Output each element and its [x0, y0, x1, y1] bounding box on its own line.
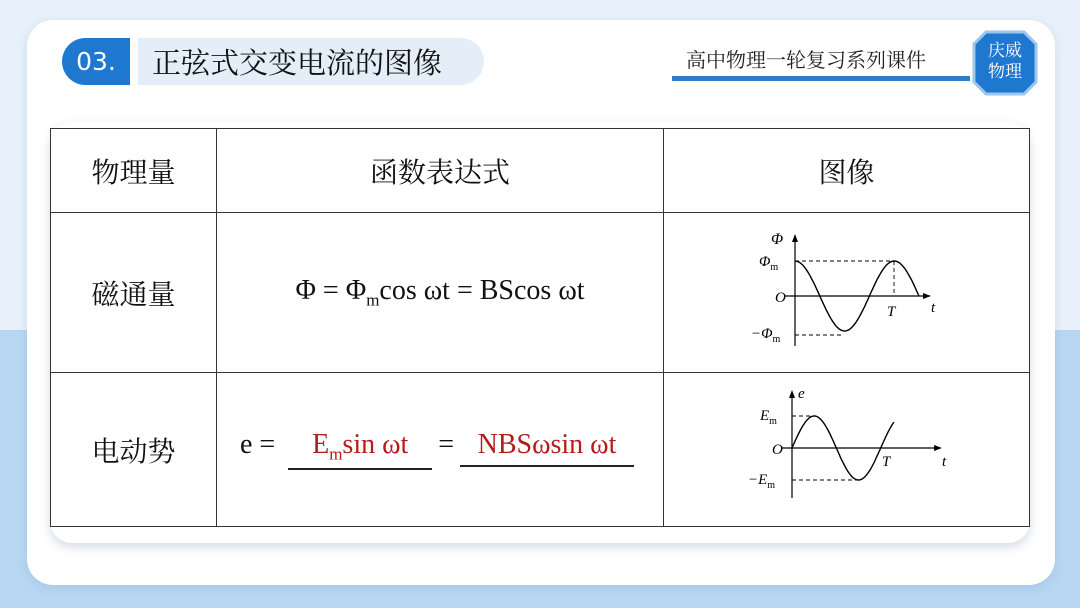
quantity-cell: 磁通量: [51, 213, 217, 373]
logo-text: [972, 36, 1038, 88]
flux-min-label: $-\Phi_m$: [750, 326, 780, 345]
formula-cell: [217, 373, 664, 527]
header-graph: 图像: [664, 129, 1030, 213]
flux-graph: [737, 224, 957, 354]
formula-cell: [217, 213, 664, 373]
logo-line-1: 庆威: [988, 41, 1022, 61]
section-number-badge: 03.: [62, 38, 130, 85]
series-title: 高中物理一轮复习系列课件: [686, 48, 926, 72]
quantity-cell: 电动势: [51, 373, 217, 527]
emf-formula-prefix: e =: [239, 428, 283, 460]
section-title-text: 正弦式交变电流的图像: [152, 46, 443, 80]
flux-max-label: $\Phi_m$: [758, 254, 778, 273]
logo-line-2: 物理: [988, 62, 1022, 82]
emf-period-label: T: [881, 454, 890, 470]
flux-formula-sub: m: [366, 290, 380, 310]
header-quantity: 物理量: [51, 129, 217, 213]
emf-origin-label: O: [771, 442, 783, 458]
graph-cell: [664, 373, 1030, 527]
header-formula: 函数表达式: [217, 129, 664, 213]
emf-blank-2: NBSωsin ωt: [460, 429, 634, 467]
emf-x-label: t: [941, 454, 946, 470]
flux-origin-label: O: [774, 290, 786, 306]
graph-cell: [664, 213, 1030, 373]
emf-equals: =: [438, 428, 454, 460]
flux-formula-part1: Φ = Φ: [295, 274, 367, 306]
emf-graph: [732, 386, 962, 506]
flux-x-label: t: [930, 300, 935, 316]
flux-y-label: Φ: [770, 231, 783, 248]
emf-max-label: $E_m$: [759, 408, 777, 427]
section-title: [138, 38, 484, 85]
emf-blank-1: $E_m\sin$ ωt: [288, 429, 432, 471]
flux-period-label: T: [886, 304, 895, 320]
table-header-row: [51, 129, 1030, 213]
table-row: [51, 373, 1030, 527]
table-row: [51, 213, 1030, 373]
emf-min-label: $-E_m$: [747, 472, 775, 491]
series-underline: [672, 76, 970, 81]
emf-y-label: e: [797, 386, 805, 402]
summary-table: [50, 128, 1030, 527]
flux-formula-part2: cos ωt = BScos ωt: [379, 274, 585, 306]
